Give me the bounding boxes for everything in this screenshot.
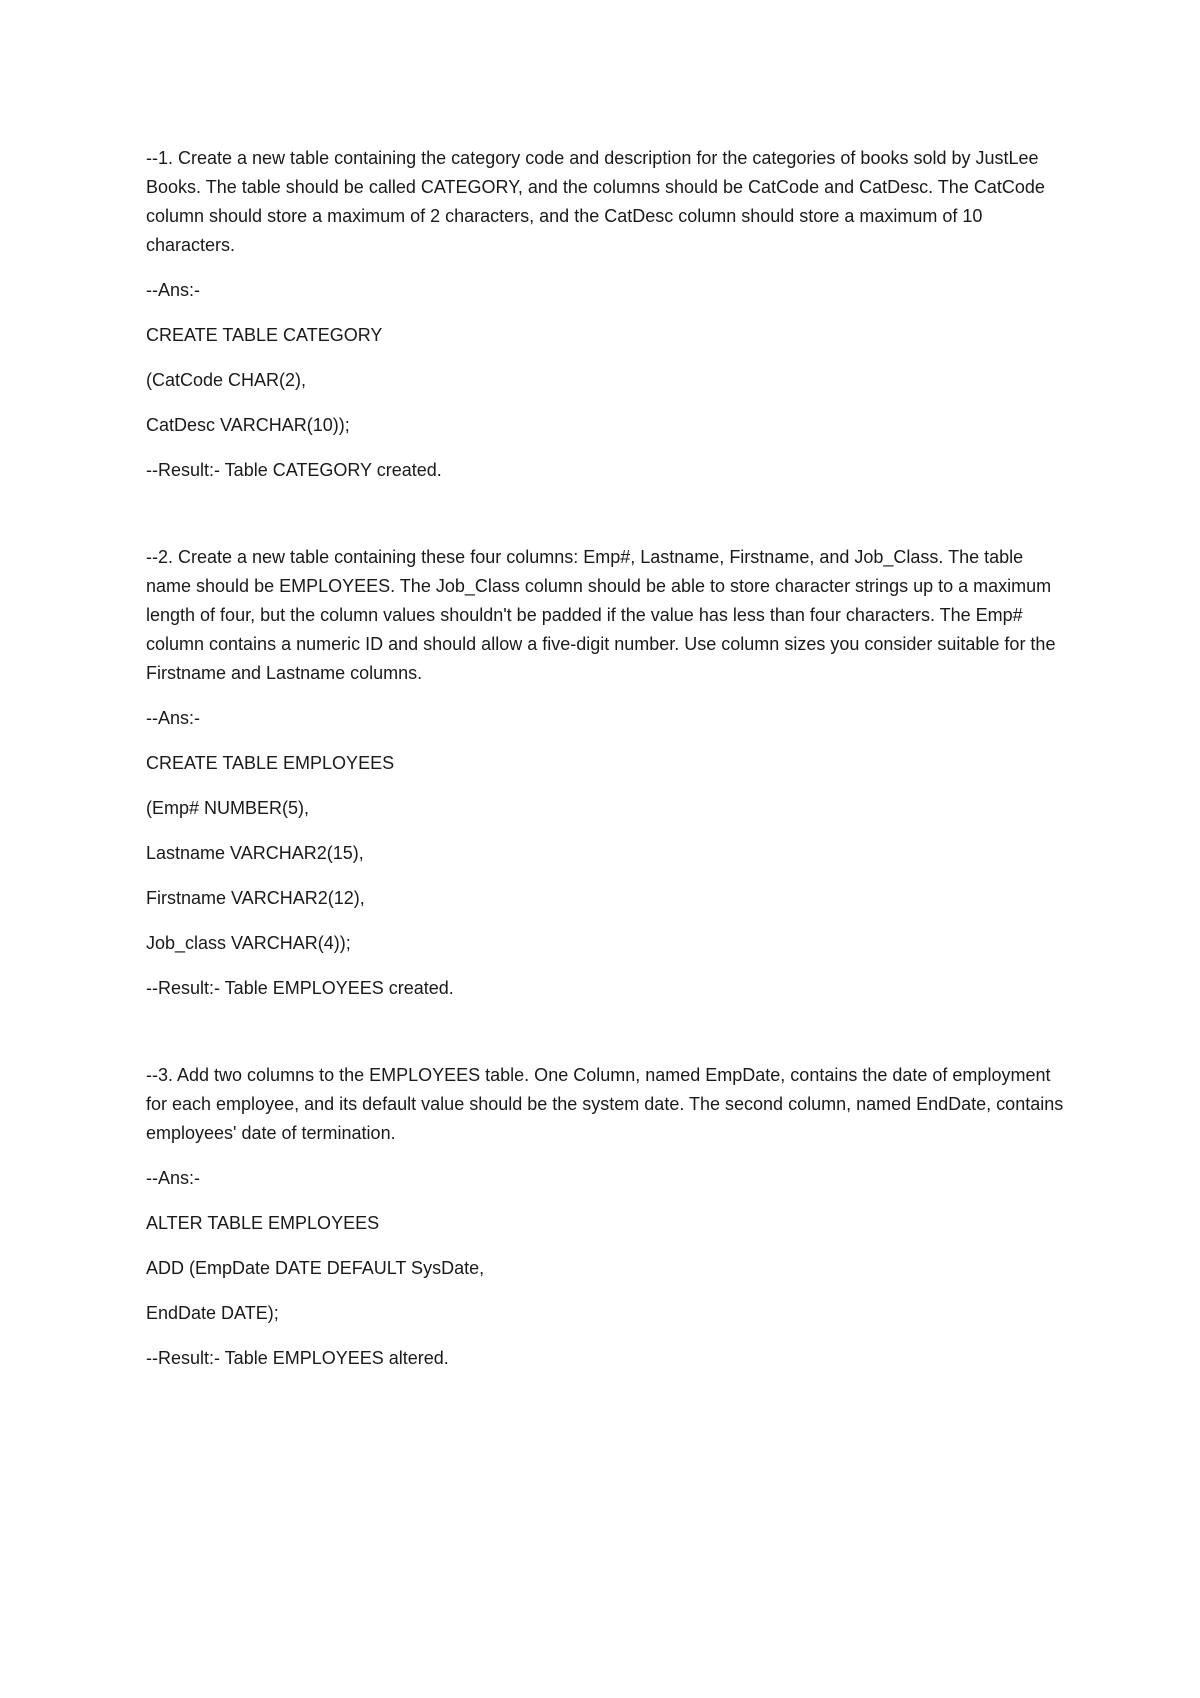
answer-1-result: --Result:- Table CATEGORY created. bbox=[146, 460, 442, 480]
answer-1-label: --Ans:- bbox=[146, 280, 200, 300]
answer-3-code-line: ADD (EmpDate DATE DEFAULT SysDate, bbox=[146, 1258, 485, 1278]
question-2-text: --2. Create a new table containing these four columns: Emp#, Lastname, Firstname, and Job_Class. The table name should be EMPLOYEES. The Job_Class column should be able to store character strings up to a maximum length of four, but the column values shouldn't be padded if the value has less than four characters. The Emp# column contains a numeric ID and should allow a five-digit number. Use column sizes you consider suitable for the Firstname and Lastname columns. bbox=[146, 547, 1056, 683]
answer-2-result: --Result:- Table EMPLOYEES created. bbox=[146, 978, 454, 998]
answer-3-code-line: EndDate DATE); bbox=[146, 1303, 279, 1323]
question-1-text: --1. Create a new table containing the category code and description for the categories of books sold by JustLee Books. The table should be called CATEGORY, and the columns should be CatCode and CatDesc. The CatCode column should store a maximum of 2 characters, and the CatDesc column should store a maximum of 10 characters. bbox=[146, 148, 1045, 255]
answer-3-code-line: ALTER TABLE EMPLOYEES bbox=[146, 1213, 380, 1233]
answer-3-label: --Ans:- bbox=[146, 1168, 200, 1188]
answer-1-code-line: (CatCode CHAR(2), bbox=[146, 370, 307, 390]
answer-2-code-line: Firstname VARCHAR2(12), bbox=[146, 888, 365, 908]
question-1-section bbox=[146, 144, 1064, 485]
answer-1-code-line: CatDesc VARCHAR(10)); bbox=[146, 415, 350, 435]
answer-2-code-line: Job_class VARCHAR(4)); bbox=[146, 933, 351, 953]
question-3-section bbox=[146, 1061, 1064, 1373]
answer-2-code-line: Lastname VARCHAR2(15), bbox=[146, 843, 364, 863]
question-2-section bbox=[146, 543, 1064, 1003]
document-content bbox=[146, 144, 1064, 1389]
answer-1-code-line: CREATE TABLE CATEGORY bbox=[146, 325, 383, 345]
answer-3-result: --Result:- Table EMPLOYEES altered. bbox=[146, 1348, 449, 1368]
answer-2-code-line: (Emp# NUMBER(5), bbox=[146, 798, 310, 818]
question-3-text: --3. Add two columns to the EMPLOYEES table. One Column, named EmpDate, contains the date of employment for each employee, and its default value should be the system date. The second column, named EndDate, contains employees' date of termination. bbox=[146, 1065, 1064, 1143]
answer-2-code-line: CREATE TABLE EMPLOYEES bbox=[146, 753, 395, 773]
answer-2-label: --Ans:- bbox=[146, 708, 200, 728]
